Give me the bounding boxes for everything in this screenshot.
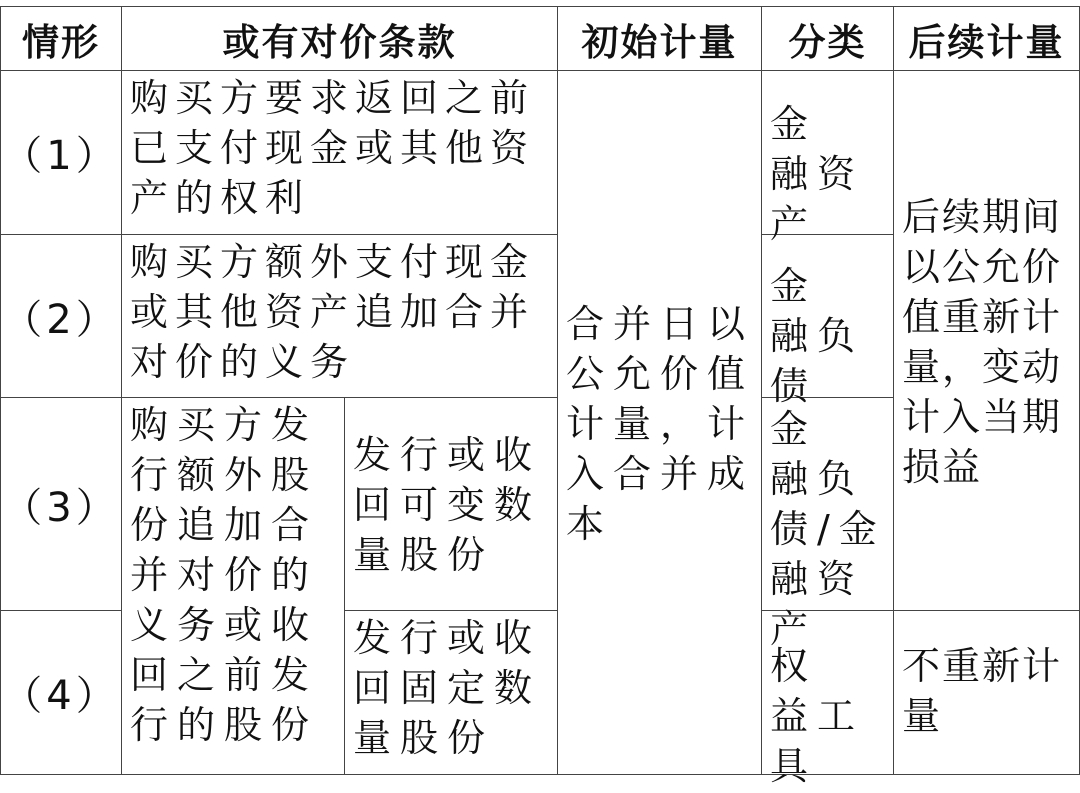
clause-sub-row-3	[345, 398, 558, 611]
row-label-2: （2）	[0, 235, 122, 398]
category-row-2: 金 融负债	[762, 235, 894, 398]
clause-row-1: 购买方要求返回之前已支付现金或其他资产的权利	[122, 71, 558, 235]
header-category: 分类	[762, 6, 894, 71]
subsequent-measurement-rows-1-3-text: 后续期间以公允价值重新计量，变动计入当期损益	[902, 194, 1063, 489]
clause-row-2: 购买方额外支付现金或其他资产追加合并对价的义务	[122, 235, 558, 398]
subsequent-measurement-row-4: 不重新计量	[894, 611, 1080, 775]
clause-sub-row-4: 发行或收回固定数量股份	[345, 611, 558, 775]
category-row-1: 金 融资产	[762, 71, 894, 235]
category-row-3: 金 融负债/金 融资产	[762, 398, 894, 611]
clause-sub-row-3-text: 发行或收回可变数量股份	[353, 433, 542, 577]
header-clause: 或有对价条款	[122, 6, 558, 71]
row-label-4: （4）	[0, 611, 122, 775]
subsequent-measurement-rows-1-3	[894, 71, 1080, 611]
initial-measurement-merged	[558, 71, 762, 775]
header-case: 情形	[0, 6, 122, 71]
row-label-1: （1）	[0, 71, 122, 235]
header-initial-measurement: 初始计量	[558, 6, 762, 71]
row-label-3: （3）	[0, 398, 122, 611]
initial-measurement-text: 合并日以公允价值计量，计入合并成本	[566, 301, 755, 546]
category-row-4: 权 益工具	[762, 611, 894, 775]
header-subsequent-measurement: 后续计量	[894, 6, 1080, 71]
clause-rows-3-4-merged: 购买方发行额外股份追加合并对价的义务或收回之前发行的股份	[122, 398, 345, 775]
